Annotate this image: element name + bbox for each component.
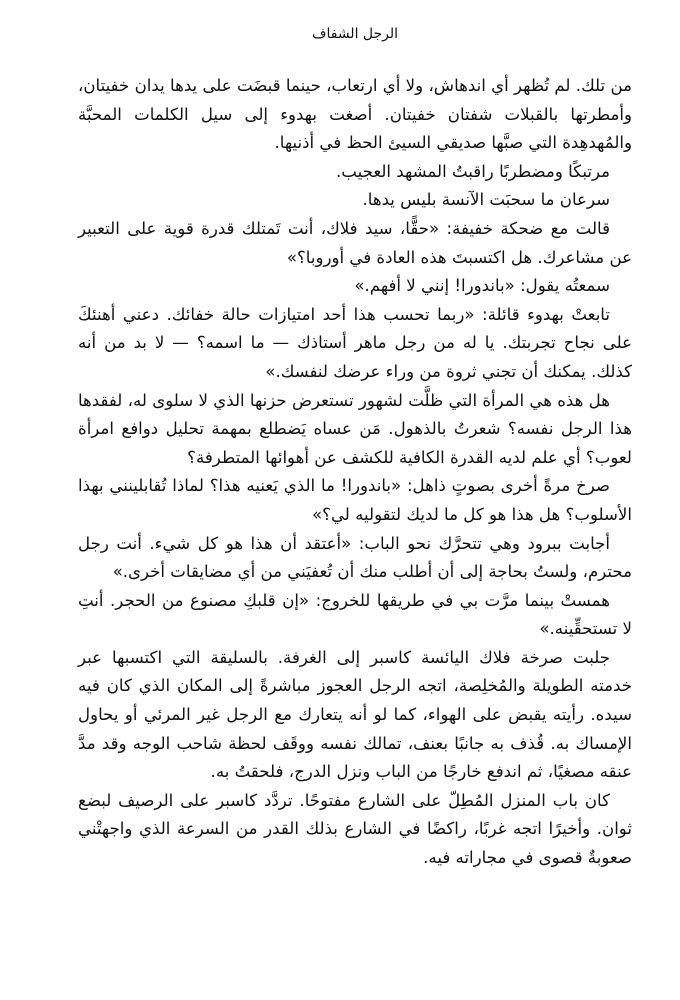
paragraph: سرعان ما سحبَت الآنسة بليس يدها.	[362, 190, 610, 210]
book-page	[78, 0, 632, 1000]
paragraph: سمعتُه يقول: «باندورا! إنني لا أفهم.»	[354, 276, 610, 296]
paragraph: صرخ مرةً أخرى بصوتٍ ذاهل: «باندورا! ما الذي يَعنيه هذا؟ لماذا تُقابلينني بهذا الأسلوب؟ هل هذا هو كل ما لديك لتقوليه لي؟»	[78, 476, 632, 524]
paragraph: من تلك. لم تُظهر أي اندهاش، ولا أي ارتعاب، حينما قبضَت على يدها يدان خفيتان، وأمطرتها بالقبلات شفتان خفيتان. أصغت بهدوء إلى سيل الكلمات المحبَّة والمُهدهِدة التي صبَّها صديقي السيئ الحظ في أذنيها.	[78, 76, 632, 153]
paragraph: همستْ بينما مرَّت بي في طريقها للخروج: «إن قلبكِ مصنوع من الحجر. أنتِ لا تستحقِّينه.»	[78, 590, 632, 639]
paragraph: كان باب المنزل المُطِلّ على الشارع مفتوحًا. تردَّد كاسبر على الرصيف لبضع ثوان. وأخيرًا اتجه غربًا، راكضًا في الشارع بذلك القدر من السرعة الذي واجهتْني صعوبةٌ قصوى في مجاراته فيه.	[78, 790, 632, 868]
paragraph: جلبت صرخة فلاك اليائسة كاسبر إلى الغرفة. بالسليقة التي اكتسبها عبر خدمته الطويلة والمُخلِصة، اتجه الرجل العجوز مباشرةً إلى المكان الذي كان فيه سيده. رأيته يقبض على الهواء، كما لو أنه يتعارك مع الرجل غير المرئي أو يحاول الإمساك به. قُذف به جانبًا بعنف، تمالك نفسه ووقَف لحظة شاحب الوجه وقد مدَّ عنقه مصغيًا، ثم اندفع خارجًا من الباب ونزل الدرج، فلحقتُ به.	[78, 647, 632, 782]
paragraph: قالت مع ضحكة خفيفة: «حقًّا، سيد فلاك، أنت تَمتلك قدرة قوية على التعبير عن مشاعرك. هل اكتسبتَ هذه العادة في أوروبا؟»	[78, 218, 632, 267]
paragraph: تابعتْ بهدوء قائلة: «ربما تحسب هذا أحد امتيازات حالة خفائك. دعني أهنئكَ على نجاح تجربتك. يا له من رجل ماهر أستاذك — ما اسمه؟ — لا بد من أنه كذلك. يمكنك أن تجني ثروة من وراء عرضك لنفسك.»	[78, 304, 632, 381]
paragraph: مرتبكًا ومضطربًا راقبتُ المشهد العجيب.	[336, 161, 610, 181]
paragraph: هل هذه هي المرأة التي ظلَّت لشهور تستعرض حزنها الذي لا سلوى له، لفقدها هذا الرجل نفسه؟ شعرتُ بالذهول. مَن عساه يَضطلع بمهمة تحليل دوافع امرأة لعوب؟ أي علم لديه القدرة الكافية للكشف عن أهوائها المتطرفة؟	[78, 390, 632, 467]
paragraph: أجابت ببرود وهي تتحرَّك نحو الباب: «أعتقد أن هذا هو كل شيء. أنت رجل محترم، ولستُ بحاجة إلى أن أطلب منك أن تُعفيَني من أي مضايقات أخرى.»	[78, 533, 632, 582]
body-text	[78, 72, 632, 873]
running-header: الرجل الشفاف	[311, 26, 399, 42]
